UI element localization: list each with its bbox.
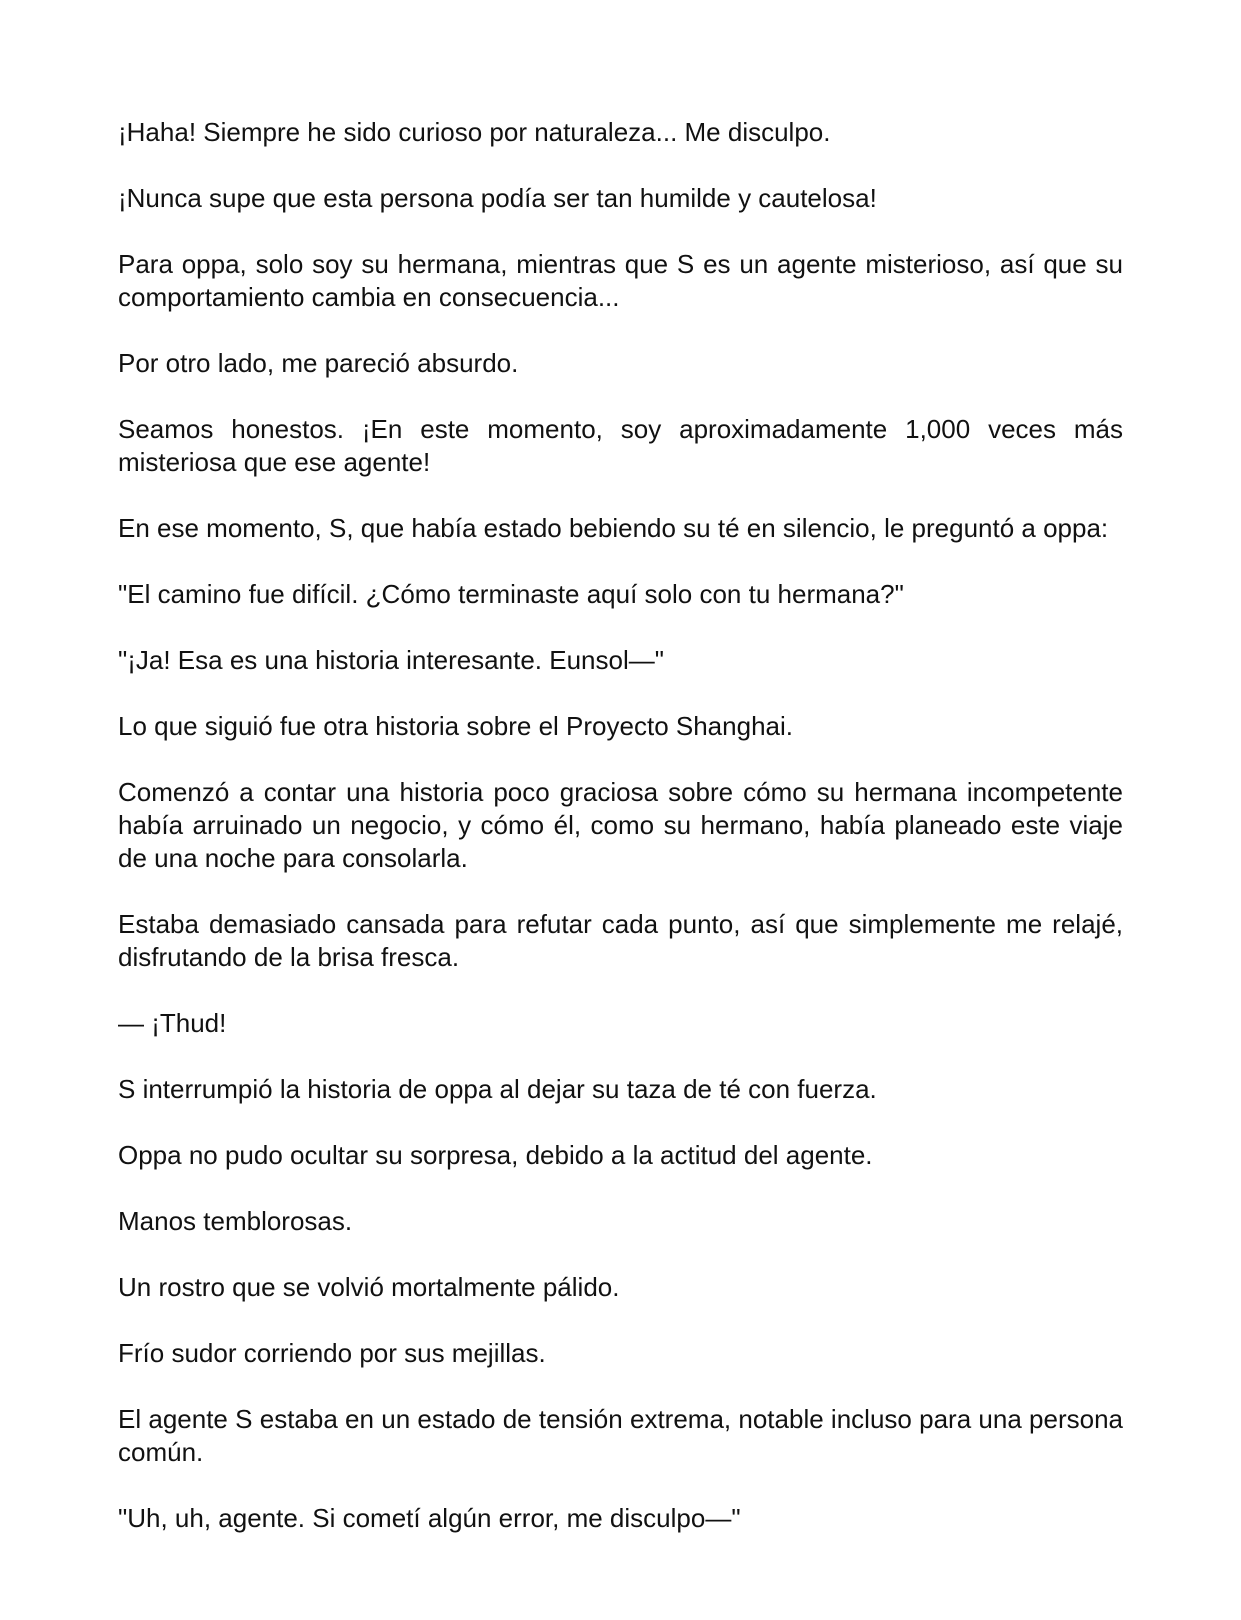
paragraph: Para oppa, solo soy su hermana, mientras que S es un agente misterioso, así que su comportamiento cambia en consecuencia... xyxy=(118,249,1123,312)
paragraph: Lo que siguió fue otra historia sobre el Proyecto Shanghai. xyxy=(118,711,793,741)
paragraph: ¡Haha! Siempre he sido curioso por naturaleza... Me disculpo. xyxy=(118,117,831,147)
paragraph: — ¡Thud! xyxy=(118,1008,227,1038)
paragraph: "El camino fue difícil. ¿Cómo terminaste aquí solo con tu hermana?" xyxy=(118,579,904,609)
paragraph: Comenzó a contar una historia poco graciosa sobre cómo su hermana incompetente había arruinado un negocio, y cómo él, como su hermano, había planeado este viaje de una noche para consolarla. xyxy=(118,777,1123,873)
paragraph: S interrumpió la historia de oppa al dejar su taza de té con fuerza. xyxy=(118,1074,877,1104)
text-column xyxy=(118,116,1123,1535)
paragraph: Estaba demasiado cansada para refutar cada punto, así que simplemente me relajé, disfrutando de la brisa fresca. xyxy=(118,909,1123,972)
paragraph: Oppa no pudo ocultar su sorpresa, debido a la actitud del agente. xyxy=(118,1140,873,1170)
paragraph: "Uh, uh, agente. Si cometí algún error, me disculpo—" xyxy=(118,1503,741,1533)
paragraph: ¡Nunca supe que esta persona podía ser tan humilde y cautelosa! xyxy=(118,183,877,213)
paragraph: El agente S estaba en un estado de tensión extrema, notable incluso para una persona común. xyxy=(118,1404,1123,1467)
paragraph: En ese momento, S, que había estado bebiendo su té en silencio, le preguntó a oppa: xyxy=(118,513,1109,543)
paragraph: Manos temblorosas. xyxy=(118,1206,353,1236)
paragraph: Frío sudor corriendo por sus mejillas. xyxy=(118,1338,546,1368)
paragraph: "¡Ja! Esa es una historia interesante. Eunsol—" xyxy=(118,645,664,675)
paragraph: Por otro lado, me pareció absurdo. xyxy=(118,348,519,378)
paragraph: Seamos honestos. ¡En este momento, soy aproximadamente 1,000 veces más misteriosa que ese agente! xyxy=(118,414,1123,477)
paragraph: Un rostro que se volvió mortalmente pálido. xyxy=(118,1272,620,1302)
